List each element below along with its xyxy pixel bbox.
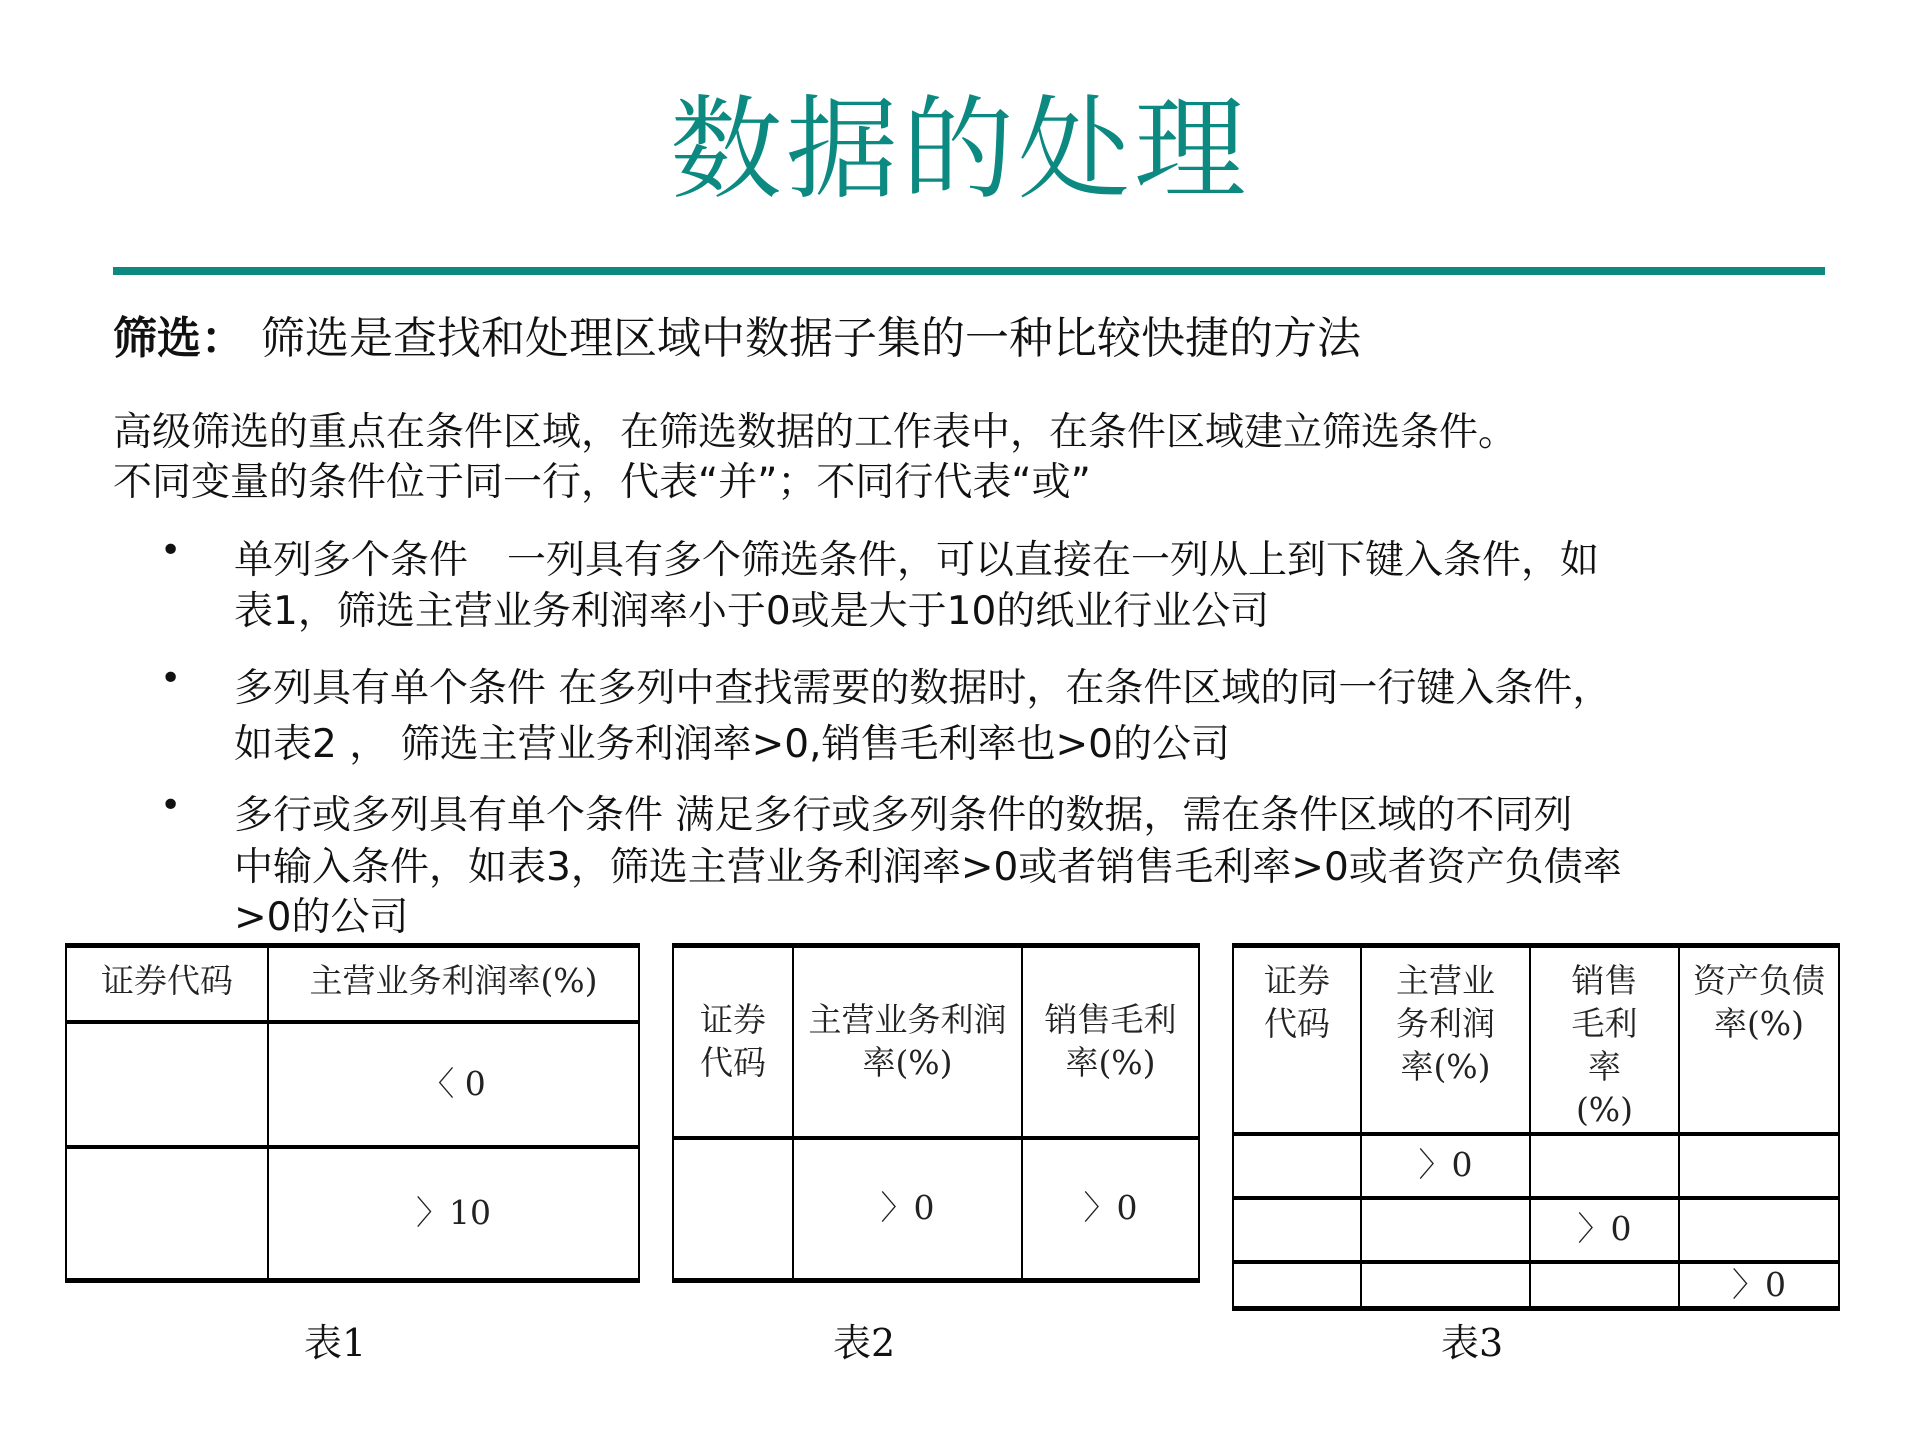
slide-title: 数据的处理 — [670, 85, 1250, 215]
paragraph-line: 不同变量的条件位于同一行，代表“并”；不同行代表“或” — [113, 460, 1091, 505]
cell — [66, 1022, 268, 1147]
header-cell: 销售毛利率(%) — [1530, 946, 1679, 1134]
paragraph-line: 高级筛选的重点在条件区域，在筛选数据的工作表中，在条件区域建立筛选条件。 — [113, 410, 1518, 455]
table-2-caption: 表2 — [833, 1321, 896, 1365]
bullet-icon: • — [160, 530, 182, 571]
table-2 — [672, 943, 1200, 1283]
table-3-caption: 表3 — [1441, 1321, 1504, 1365]
cell — [66, 1147, 268, 1281]
cell: 〉0 — [1530, 1198, 1679, 1262]
header-cell: 证券代码 — [673, 946, 793, 1138]
table-row — [66, 1147, 639, 1281]
title-divider — [113, 267, 1825, 275]
cell: 〈 0 — [268, 1022, 639, 1147]
bullet-text: 多行或多列具有单个条件 满足多行或多列条件的数据，需在条件区域的不同列 — [234, 793, 1573, 838]
table-header-row — [1233, 946, 1839, 1134]
table-row — [673, 1138, 1199, 1281]
cell — [1233, 1134, 1361, 1198]
table-row — [66, 1022, 639, 1147]
table-1-caption: 表1 — [304, 1321, 367, 1365]
bullet-text: >0的公司 — [234, 895, 409, 940]
cell — [1530, 1134, 1679, 1198]
cell — [1679, 1198, 1839, 1262]
table-3 — [1232, 943, 1840, 1311]
table-1 — [65, 943, 640, 1283]
cell — [1233, 1262, 1361, 1309]
header-cell: 证券代码 — [1233, 946, 1361, 1134]
table-header-row — [66, 946, 639, 1022]
header-cell: 资产负债率(%) — [1679, 946, 1839, 1134]
cell: 〉0 — [1361, 1134, 1530, 1198]
bullet-icon: • — [160, 658, 182, 699]
bullet-text: 多列具有单个条件 在多列中查找需要的数据时，在条件区域的同一行键入条件， — [234, 666, 1612, 711]
lead-label: 筛选： — [113, 313, 245, 364]
cell — [1679, 1134, 1839, 1198]
header-cell: 销售毛利率(%) — [1022, 946, 1199, 1138]
header-cell: 证券代码 — [66, 946, 268, 1022]
cell: 〉10 — [268, 1147, 639, 1281]
header-cell: 主营业务利润率(%) — [268, 946, 639, 1022]
lead-text: 筛选是查找和处理区域中数据子集的一种比较快捷的方法 — [261, 313, 1361, 364]
header-cell: 主营业务利润率(%) — [1361, 946, 1530, 1134]
cell — [1530, 1262, 1679, 1309]
header-cell: 主营业务利润率(%) — [793, 946, 1022, 1138]
cell: 〉0 — [1679, 1262, 1839, 1309]
cell: 〉0 — [793, 1138, 1022, 1281]
cell — [1233, 1198, 1361, 1262]
table-row — [1233, 1134, 1839, 1198]
cell: 〉0 — [1022, 1138, 1199, 1281]
bullet-text: 如表2 ， 筛选主营业务利润率>0,销售毛利率也>0的公司 — [234, 722, 1230, 767]
table-row — [1233, 1262, 1839, 1309]
cell — [1361, 1262, 1530, 1309]
bullet-icon: • — [160, 785, 182, 826]
bullet-text: 表1，筛选主营业务利润率小于0或是大于10的纸业行业公司 — [234, 589, 1270, 634]
bullet-text: 中输入条件，如表3，筛选主营业务利润率>0或者销售毛利率>0或者资产负债率 — [234, 845, 1622, 890]
cell — [673, 1138, 793, 1281]
table-header-row — [673, 946, 1199, 1138]
table-row — [1233, 1198, 1839, 1262]
lead-line — [113, 302, 1361, 366]
bullet-text: 单列多个条件 一列具有多个筛选条件，可以直接在一列从上到下键入条件，如 — [234, 538, 1600, 583]
cell — [1361, 1198, 1530, 1262]
